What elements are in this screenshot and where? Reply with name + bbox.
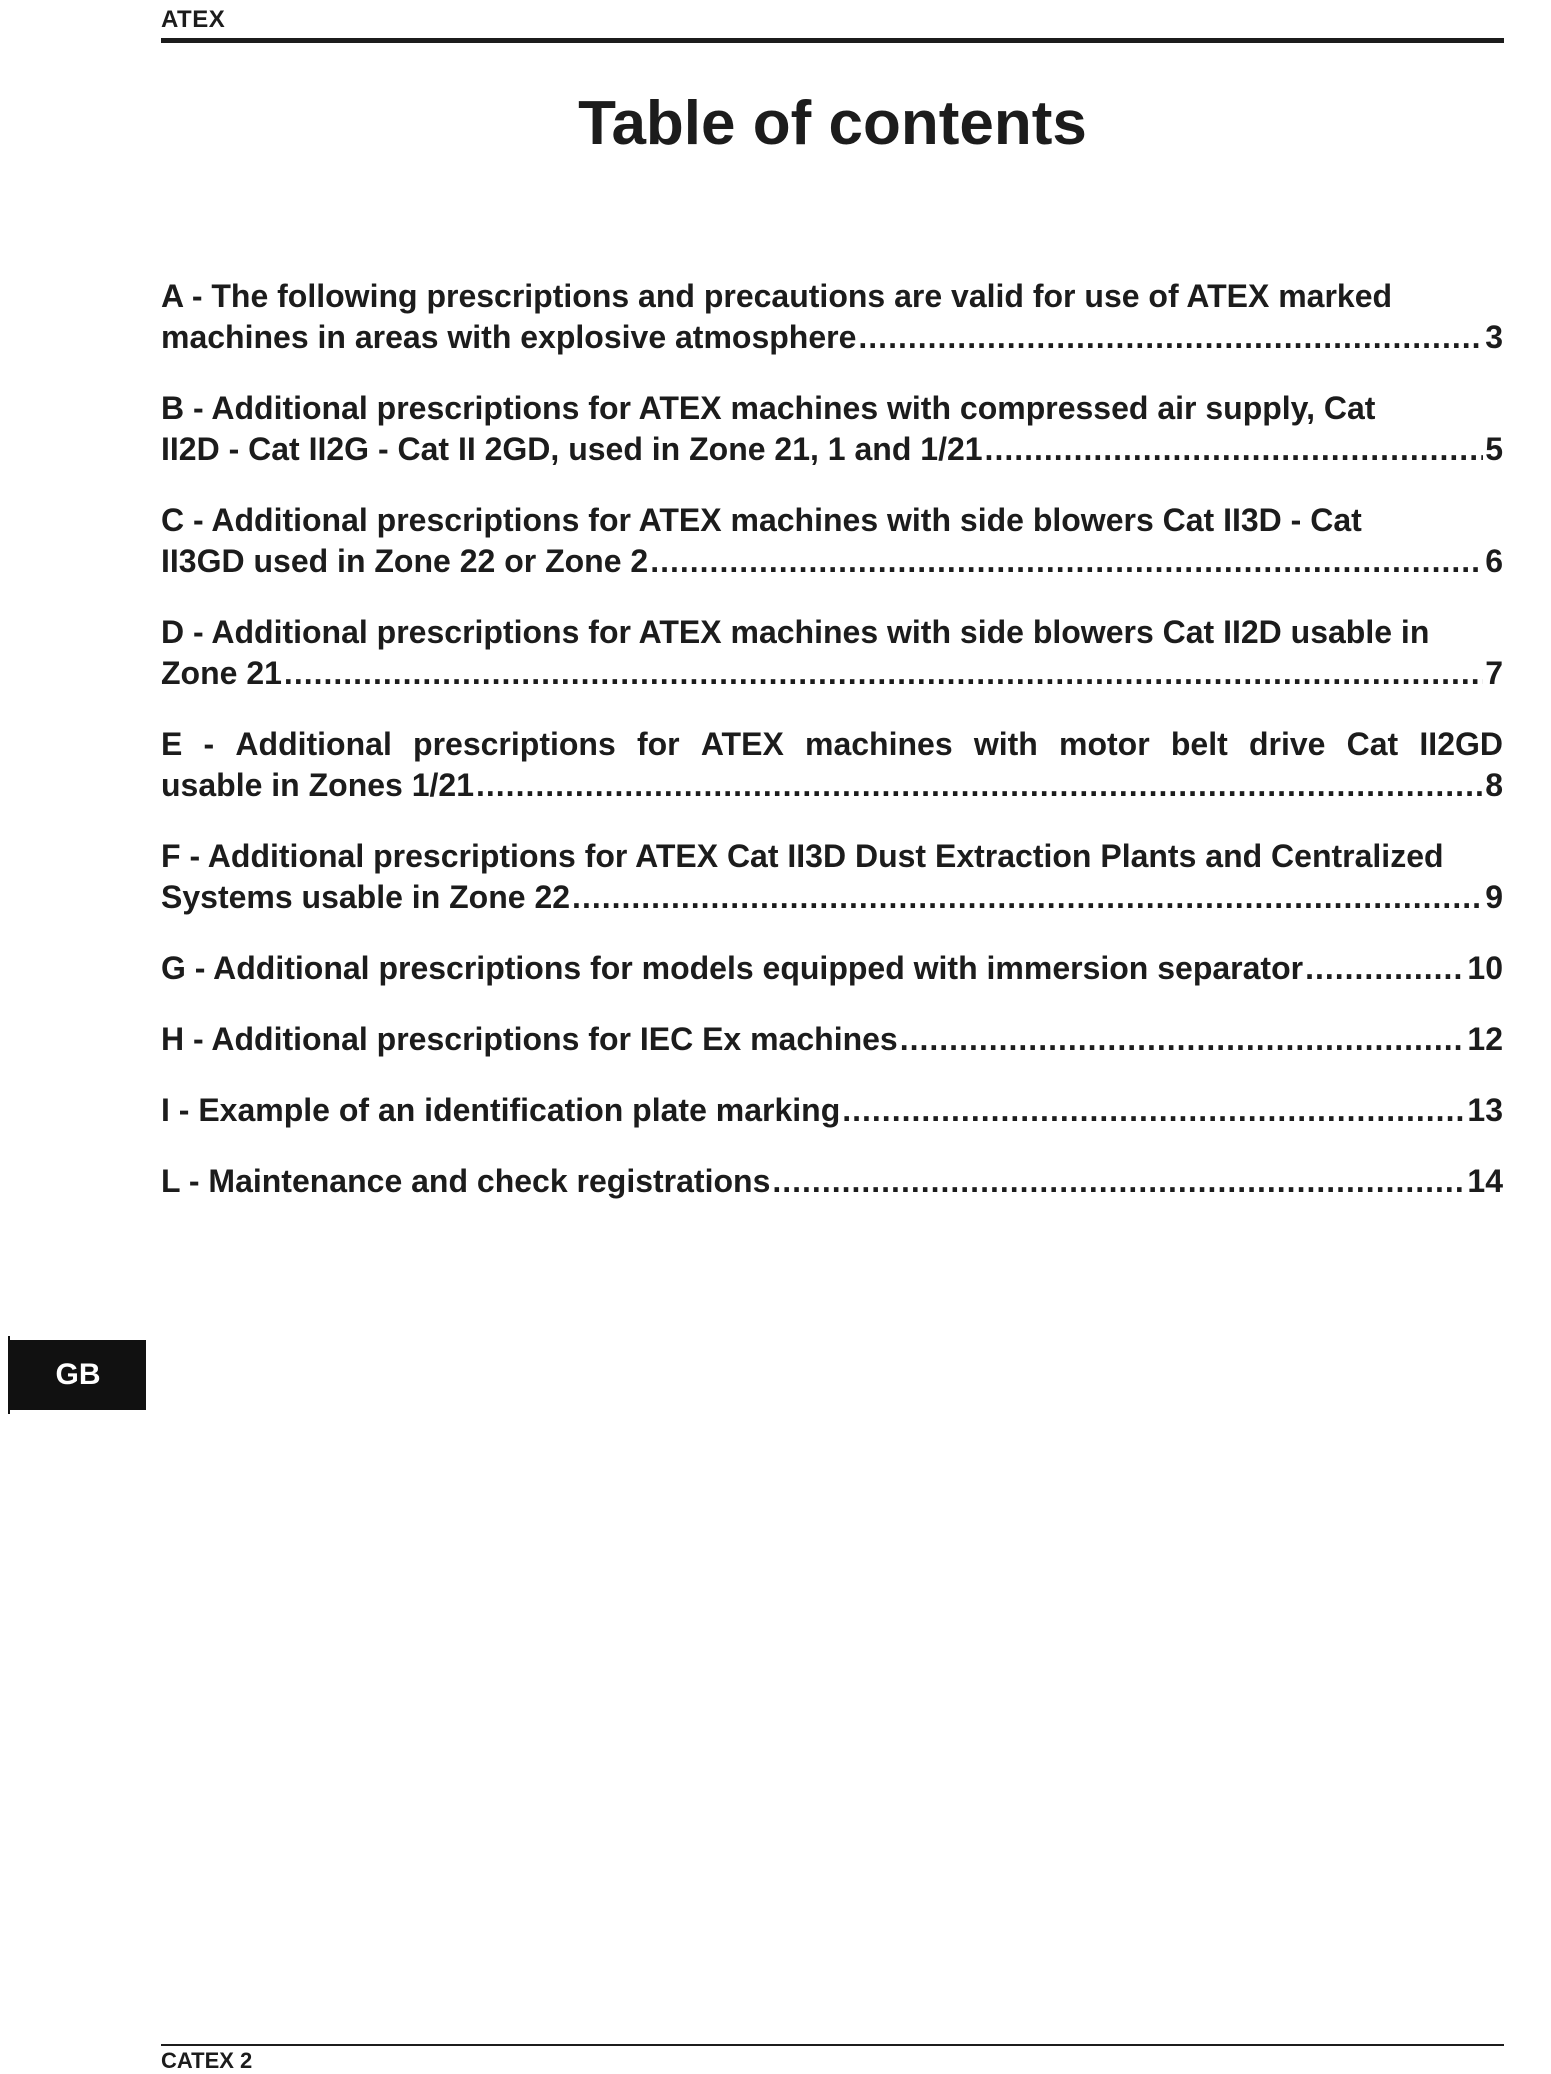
toc-entry-c[interactable] (161, 500, 1503, 582)
toc-entry-text: G - Additional prescriptions for models equipped with immersion separator (161, 950, 1304, 986)
toc-page-number: 9 (1485, 879, 1503, 915)
footer-rule (161, 2044, 1504, 2046)
toc-entry-d[interactable] (161, 612, 1503, 694)
dot-leader (858, 317, 1483, 358)
toc-entry-e[interactable] (161, 724, 1503, 806)
dot-leader (900, 1019, 1466, 1060)
toc-entry-text: B - Additional prescriptions for ATEX machines with compressed air supply, Cat (161, 390, 1376, 426)
toc-entry-b[interactable] (161, 388, 1503, 470)
toc-page-number: 10 (1467, 950, 1503, 986)
toc-page-number: 12 (1467, 1021, 1503, 1057)
toc-page-number: 5 (1485, 431, 1503, 467)
toc-entry-text: Systems usable in Zone 22 (161, 879, 571, 915)
toc-page-number: 14 (1467, 1163, 1503, 1199)
table-of-contents (161, 276, 1503, 1232)
running-header: ATEX (161, 6, 226, 33)
toc-entry-text: F - Additional prescriptions for ATEX Cat II3D Dust Extraction Plants and Centralized (161, 838, 1444, 874)
toc-entry-text: D - Additional prescriptions for ATEX machines with side blowers Cat II2D usable in (161, 614, 1430, 650)
toc-page-number: 8 (1485, 767, 1503, 803)
toc-entry-f[interactable] (161, 836, 1503, 918)
toc-entry-text: II3GD used in Zone 22 or Zone 2 (161, 543, 649, 579)
toc-entry-text: H - Additional prescriptions for IEC Ex machines (161, 1021, 898, 1057)
toc-entry-text: E - Additional prescriptions for ATEX machines with motor belt drive Cat II2GD (161, 726, 1503, 762)
toc-entry-text: usable in Zones 1/21 (161, 767, 474, 803)
toc-entry-i[interactable] (161, 1090, 1503, 1131)
toc-page-number: 3 (1485, 319, 1503, 355)
toc-entry-text: L - Maintenance and check registrations (161, 1163, 771, 1199)
toc-entry-text: A - The following prescriptions and precautions are valid for use of ATEX marked (161, 278, 1393, 314)
dot-leader (985, 429, 1484, 470)
toc-page-number: 13 (1467, 1092, 1503, 1128)
toc-page-number: 7 (1485, 655, 1503, 691)
toc-entry-text: machines in areas with explosive atmosphere (161, 319, 857, 355)
toc-entry-l[interactable] (161, 1161, 1503, 1202)
dot-leader (1305, 948, 1465, 989)
dot-leader (572, 877, 1483, 918)
dot-leader (772, 1161, 1465, 1202)
header-rule (161, 38, 1504, 43)
toc-entry-a[interactable] (161, 276, 1503, 358)
dot-leader (650, 541, 1483, 582)
dot-leader (284, 653, 1483, 694)
page-footer: CATEX 2 (161, 2048, 253, 2073)
toc-entry-text: II2D - Cat II2G - Cat II 2GD, used in Zone 21, 1 and 1/21 (161, 431, 983, 467)
page-title: Table of contents (578, 89, 1087, 158)
toc-entry-text: C - Additional prescriptions for ATEX machines with side blowers Cat II3D - Cat (161, 502, 1362, 538)
toc-page-number: 6 (1485, 543, 1503, 579)
language-tab: GB (10, 1340, 146, 1410)
toc-entry-h[interactable] (161, 1019, 1503, 1060)
toc-entry-g[interactable] (161, 948, 1503, 989)
dot-leader (842, 1090, 1465, 1131)
toc-entry-text: Zone 21 (161, 655, 282, 691)
dot-leader (476, 765, 1483, 806)
toc-entry-text: I - Example of an identification plate marking (161, 1092, 841, 1128)
